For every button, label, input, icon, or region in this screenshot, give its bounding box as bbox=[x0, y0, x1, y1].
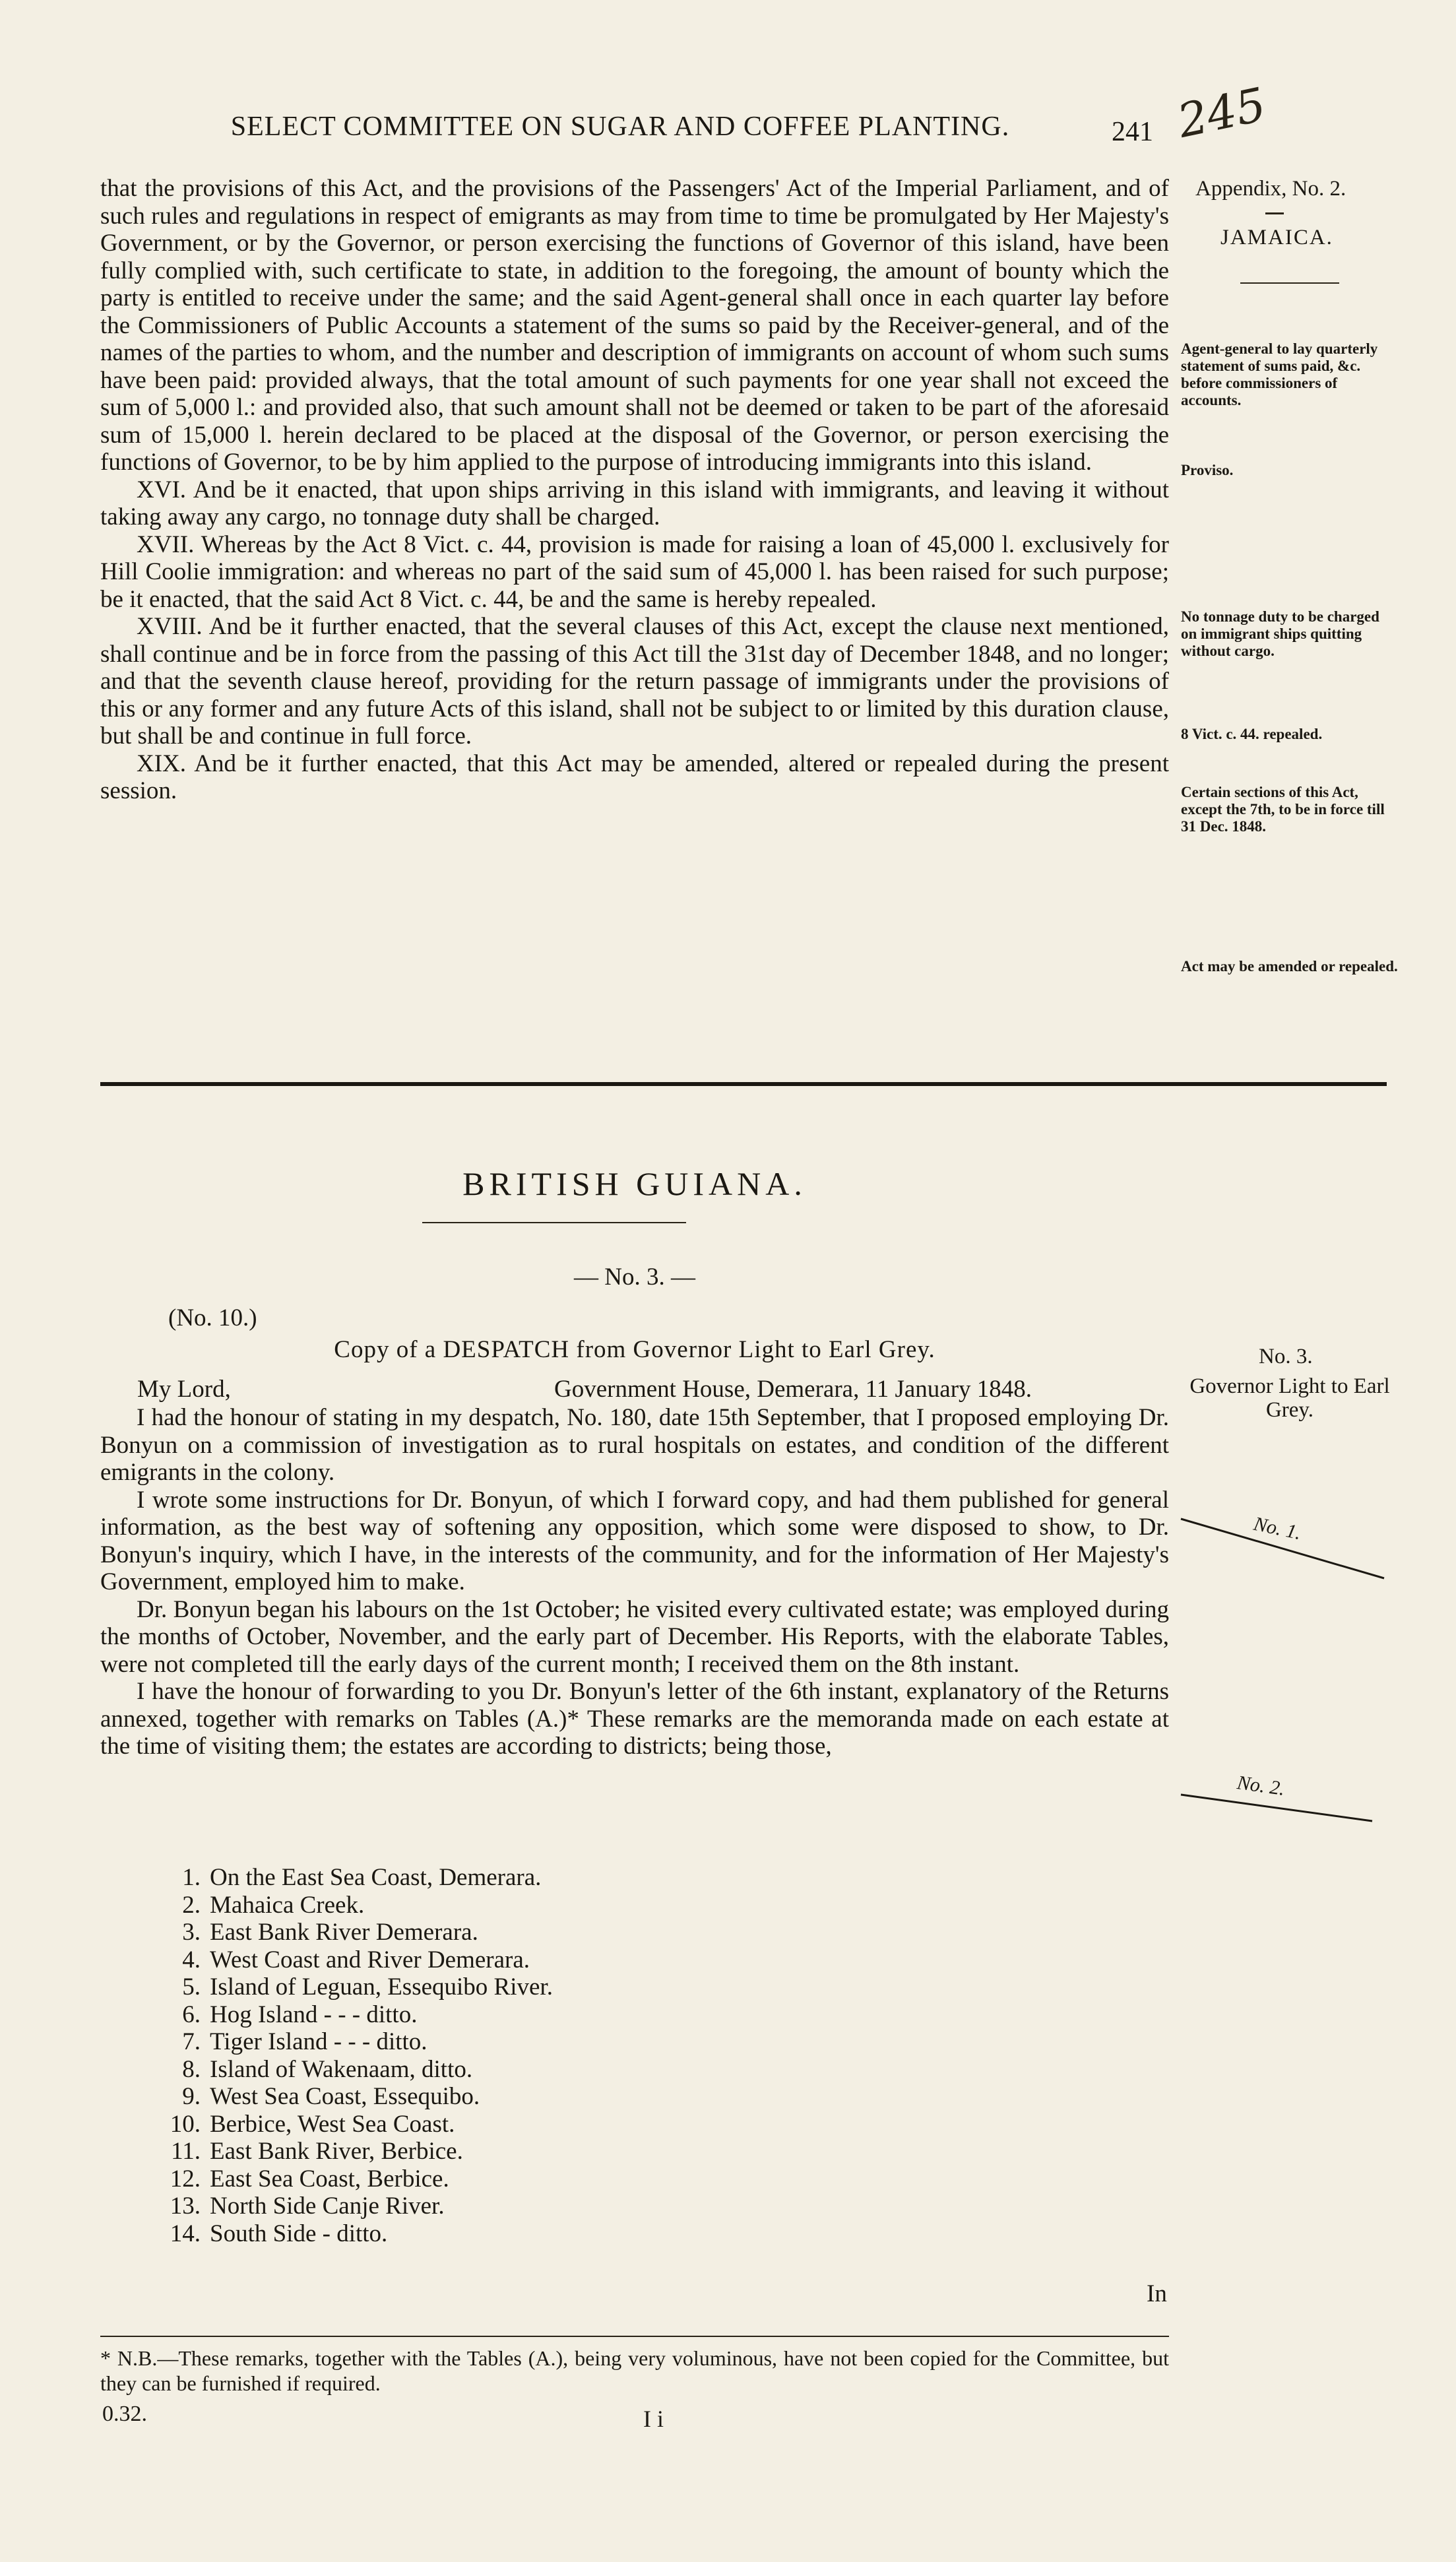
list-item: 11. East Bank River, Berbice. bbox=[171, 2138, 463, 2165]
margin-no3: No. 3. bbox=[1259, 1345, 1313, 1368]
paragraph: Dr. Bonyun began his labours on the 1st October; he visited every cultivated estate; was employed during the months of October, November, and the early part of December. His Reports, with the elaborate Tables, were not completed till the early days of the current month; I received them on the 8th instant. bbox=[100, 1595, 1169, 1678]
footnote-rule bbox=[100, 2336, 1169, 2337]
footnote bbox=[100, 2346, 1169, 2396]
footnote-text: * N.B.—These remarks, together with the Tables (A.), being very voluminous, have not been copied for the Committee, but they can be furnished if required. bbox=[100, 2346, 1169, 2395]
catchword: In bbox=[1147, 2280, 1167, 2307]
margin-enclosure-2: No. 2. bbox=[1236, 1772, 1286, 1800]
paragraph: I have the honour of forwarding to you Dr. Bonyun's letter of the 6th instant, explanatory of the Returns annexed, together with remarks on Tables (A.)* These remarks are the memoranda made on each estate at the time of visiting them; the estates are according to districts; being those, bbox=[100, 1678, 1169, 1760]
list-item: 4. West Coast and River Demerara. bbox=[182, 1946, 530, 1973]
margin-governor: Governor Light to Earl Grey. bbox=[1189, 1374, 1390, 1422]
list-item: 1. On the East Sea Coast, Demerara. bbox=[182, 1864, 542, 1891]
despatch-heading: Copy of a DESPATCH from Governor Light to Earl Grey. bbox=[334, 1336, 935, 1363]
margin-note: Proviso. bbox=[1181, 462, 1234, 478]
handwritten-folio-number: 245 bbox=[1172, 77, 1271, 148]
salutation: My Lord, bbox=[137, 1376, 231, 1403]
list-item: 8. Island of Wakenaam, ditto. bbox=[182, 2055, 473, 2083]
sheet-mark: 0.32. bbox=[102, 2402, 147, 2426]
dateline: Government House, Demerara, 11 January 1848. bbox=[554, 1376, 1032, 1403]
list-item: 13. North Side Canje River. bbox=[170, 2193, 445, 2220]
margin-enclosure-1: No. 1. bbox=[1251, 1512, 1304, 1545]
margin-note: No tonnage duty to be charged on immigrant ships quitting without cargo. bbox=[1181, 608, 1379, 659]
margin-note: Agent-general to lay quarterly statement of sums paid, &c. before commissioners of accounts. bbox=[1181, 340, 1378, 408]
list-item: 5. Island of Leguan, Essequibo River. bbox=[182, 1973, 553, 2001]
list-item: 7. Tiger Island - - - ditto. bbox=[182, 2028, 427, 2055]
list-item: 6. Hog Island - - - ditto. bbox=[182, 2001, 418, 2028]
list-item: 14. South Side - ditto. bbox=[170, 2220, 388, 2247]
margin-appendix: Appendix, No. 2. bbox=[1195, 177, 1346, 201]
paragraph-xix: XIX. And be it further enacted, that this Act may be amended, altered or repealed during the present session. bbox=[100, 750, 1169, 804]
districts-list bbox=[153, 1864, 553, 2247]
paragraph: that the provisions of this Act, and the provisions of the Passengers' Act of the Imperial Parliament, and of such rules and regulations in respect of emigrants as may from time to time be promulgated by Her Majesty's Government, or by the Governor, or person exercising the functions of Governor of this island, have been fully complied with, such certificate to state, in addition to the foregoing, the amount of bounty which the party is entitled to receive under the same; and the said Agent-general shall once in each quarter lay before the Commissioners of Public Accounts a statement of the sums so paid by the Receiver-general, and of the names of the parties to whom, and the number and description of immigrants on account of whom such sums have been paid: provided always, that the total amount of such payments for one year shall not exceed the sum of 5,000 l.: and provided also, that such amount shall not be deemed or taken to be part of the aforesaid sum of 15,000 l. herein declared to be placed at the disposal of the Governor, or person exercising the functions of Governor, to be by him applied to the purpose of introducing immigrants into this island. bbox=[100, 175, 1169, 476]
paragraph: I had the honour of stating in my despatch, No. 180, date 15th September, that I proposed employing Dr. Bonyun on a commission of investigation as to rural hospitals on estates, and condition of the different emigrants in the colony. bbox=[100, 1404, 1169, 1486]
page-number: 241 bbox=[1112, 117, 1153, 147]
margin-note: 8 Vict. c. 44. repealed. bbox=[1181, 726, 1323, 742]
section-number: — No. 3. — bbox=[574, 1264, 695, 1291]
despatch-number: (No. 10.) bbox=[168, 1304, 257, 1331]
list-item: 2. Mahaica Creek. bbox=[182, 1891, 365, 1919]
list-item: 12. East Sea Coast, Berbice. bbox=[170, 2165, 449, 2193]
paragraph: I wrote some instructions for Dr. Bonyun, of which I forward copy, and had them published for general information, as the best way of softening any opposition, which some were disposed to show, to Dr. Bonyun's inquiry, which I have, in the interests of the community, and for the information of Her Majesty's Government, employed him to make. bbox=[100, 1486, 1169, 1595]
list-item: 3. East Bank River Demerara. bbox=[182, 1919, 478, 1946]
margin-note: Certain sections of this Act, except the 7th, to be in force till 31 Dec. 1848. bbox=[1181, 784, 1385, 835]
paragraph-xvii: XVII. Whereas by the Act 8 Vict. c. 44, provision is made for raising a loan of 45,000 l. exclusively for Hill Coolie immigration: and whereas no part of the said sum of 45,000 l. has been raised for such purpose; be it enacted, that the said Act 8 Vict. c. 44, be and the same is hereby repealed. bbox=[100, 530, 1169, 613]
margin-note: Act may be amended or repealed. bbox=[1181, 958, 1398, 975]
margin-jamaica: JAMAICA. bbox=[1220, 226, 1333, 249]
list-item: 9. West Sea Coast, Essequibo. bbox=[182, 2083, 480, 2110]
paragraph-xviii: XVIII. And be it further enacted, that the several clauses of this Act, except the clause next mentioned, shall continue and be in force from the passing of this Act till the 31st day of December 1848, and no longer; and that the seventh clause hereof, providing for the return passage of immigrants under the provisions of this or any former and any future Acts of this island, shall not be subject to or limited by this duration clause, but shall be and continue in full force. bbox=[100, 613, 1169, 750]
section-title: BRITISH GUIANA. bbox=[462, 1165, 807, 1202]
signature-mark: I i bbox=[643, 2406, 664, 2432]
list-item: 10. Berbice, West Sea Coast. bbox=[170, 2110, 455, 2138]
paragraph-xvi: XVI. And be it enacted, that upon ships arriving in this island with immigrants, and leaving it without taking away any cargo, no tonnage duty shall be charged. bbox=[100, 476, 1169, 530]
running-header: SELECT COMMITTEE ON SUGAR AND COFFEE PLANTING. bbox=[230, 112, 1010, 142]
